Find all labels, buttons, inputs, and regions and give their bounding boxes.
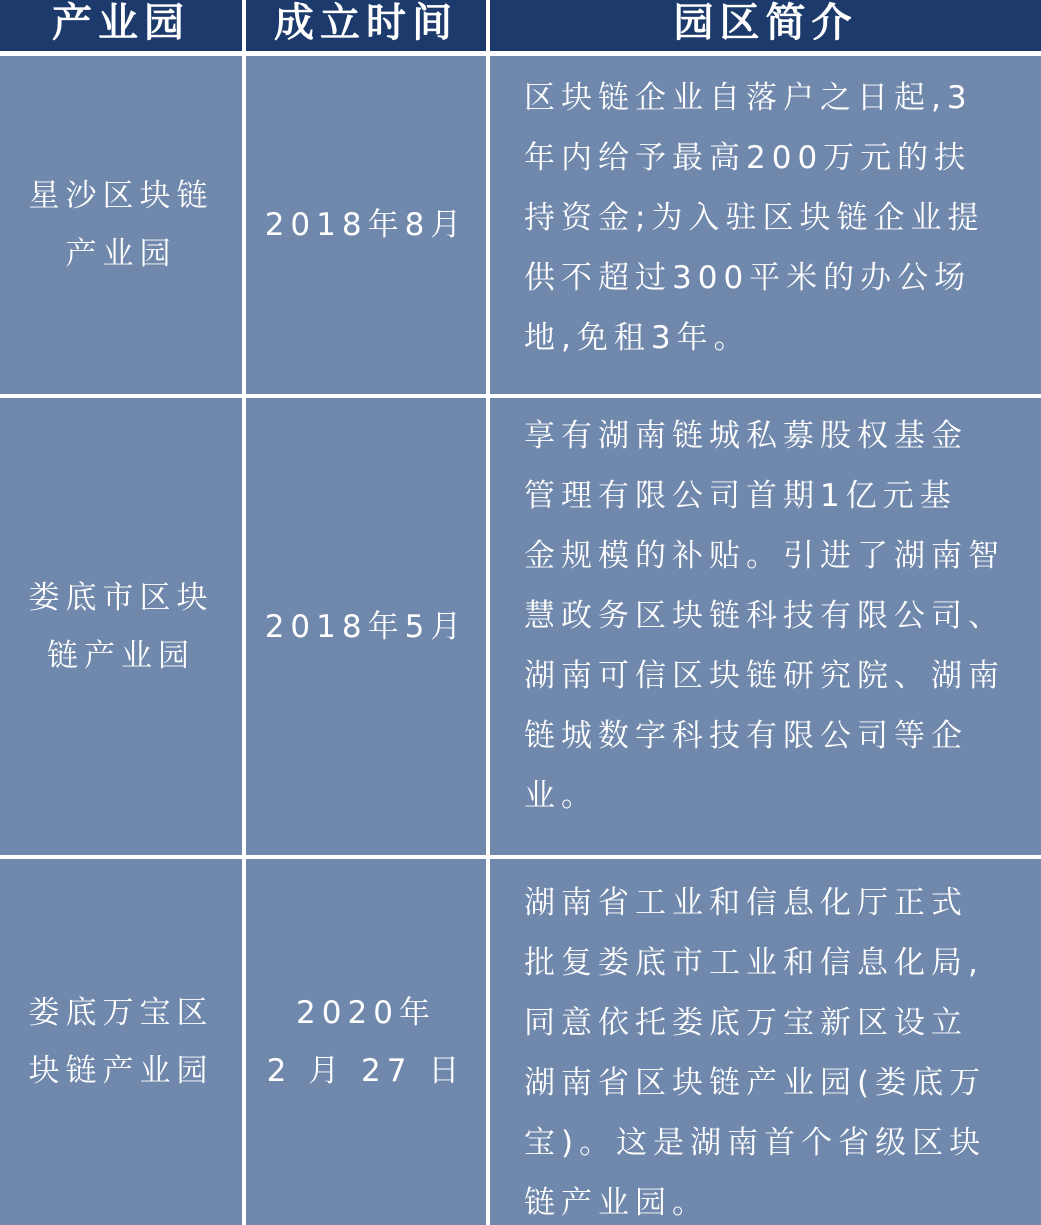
- row3-intro-cell: [490, 859, 1041, 1225]
- header-intro-label: 园区简介: [673, 0, 858, 46]
- row2-intro-line: 慧政务区块链科技有限公司、: [524, 598, 1005, 634]
- header-intro: [490, 0, 1041, 51]
- row2-park-line: 链产业园: [47, 637, 195, 674]
- row2-date-line: 2018年5月: [264, 608, 468, 645]
- row1-date-line: 2018年8月: [264, 207, 468, 243]
- header-park: [0, 0, 242, 51]
- row1-park-line: 产业园: [65, 236, 177, 272]
- row2-intro-line: 湖南可信区块链研究院、湖南: [524, 658, 1005, 694]
- row3-date-line: 2 月 27 日: [266, 1053, 466, 1089]
- row3-park-cell: [0, 859, 242, 1225]
- row2-date-cell: [246, 398, 486, 855]
- row3-park-line: 块链产业园: [28, 1053, 214, 1089]
- row3-intro-line: 同意依托娄底万宝新区设立: [524, 1005, 968, 1041]
- row2-intro-line: 链城数字科技有限公司等企: [524, 718, 968, 754]
- row2-park-line: 娄底市区块: [28, 579, 214, 616]
- row1-intro-line: 供不超过300平米的办公场: [524, 260, 972, 296]
- row3-intro-line: 链产业园。: [524, 1185, 709, 1221]
- row3-intro-line: 批复娄底市工业和信息化局,: [524, 945, 984, 981]
- row3-date-line: 2020年: [296, 995, 436, 1031]
- row3-intro-line: 湖南省工业和信息化厅正式: [524, 885, 968, 921]
- row3-intro-line: 湖南省区块链产业园(娄底万: [524, 1065, 987, 1101]
- row3-park-line: 娄底万宝区: [28, 995, 214, 1031]
- row2-intro-line: 管理有限公司首期1亿元基: [524, 478, 957, 514]
- header-founded: [246, 0, 486, 51]
- row2-intro-line: 业。: [524, 778, 598, 814]
- row1-intro-line: 区块链企业自落户之日起,3: [524, 80, 973, 116]
- row1-park-cell: [0, 56, 242, 394]
- row2-intro-line: 享有湖南链城私募股权基金: [524, 418, 968, 454]
- row2-intro-line: 金规模的补贴。引进了湖南智: [524, 538, 1005, 574]
- row1-park-line: 星沙区块链: [28, 178, 214, 214]
- row2-park-cell: [0, 398, 242, 855]
- row2-intro-cell: [490, 398, 1041, 855]
- header-founded-label: 成立时间: [274, 0, 458, 46]
- row3-intro-line: 宝)。这是湖南首个省级区块: [524, 1125, 987, 1161]
- row3-date-cell: [246, 859, 486, 1225]
- row1-intro-line: 持资金;为入驻区块链企业提: [524, 200, 985, 236]
- row1-intro-cell: [490, 56, 1041, 394]
- row1-intro-line: 年内给予最高200万元的扶: [524, 140, 972, 176]
- row1-date-cell: [246, 56, 486, 394]
- header-park-label: 产业园: [52, 0, 190, 46]
- row1-intro-line: 地,免租3年。: [524, 320, 751, 356]
